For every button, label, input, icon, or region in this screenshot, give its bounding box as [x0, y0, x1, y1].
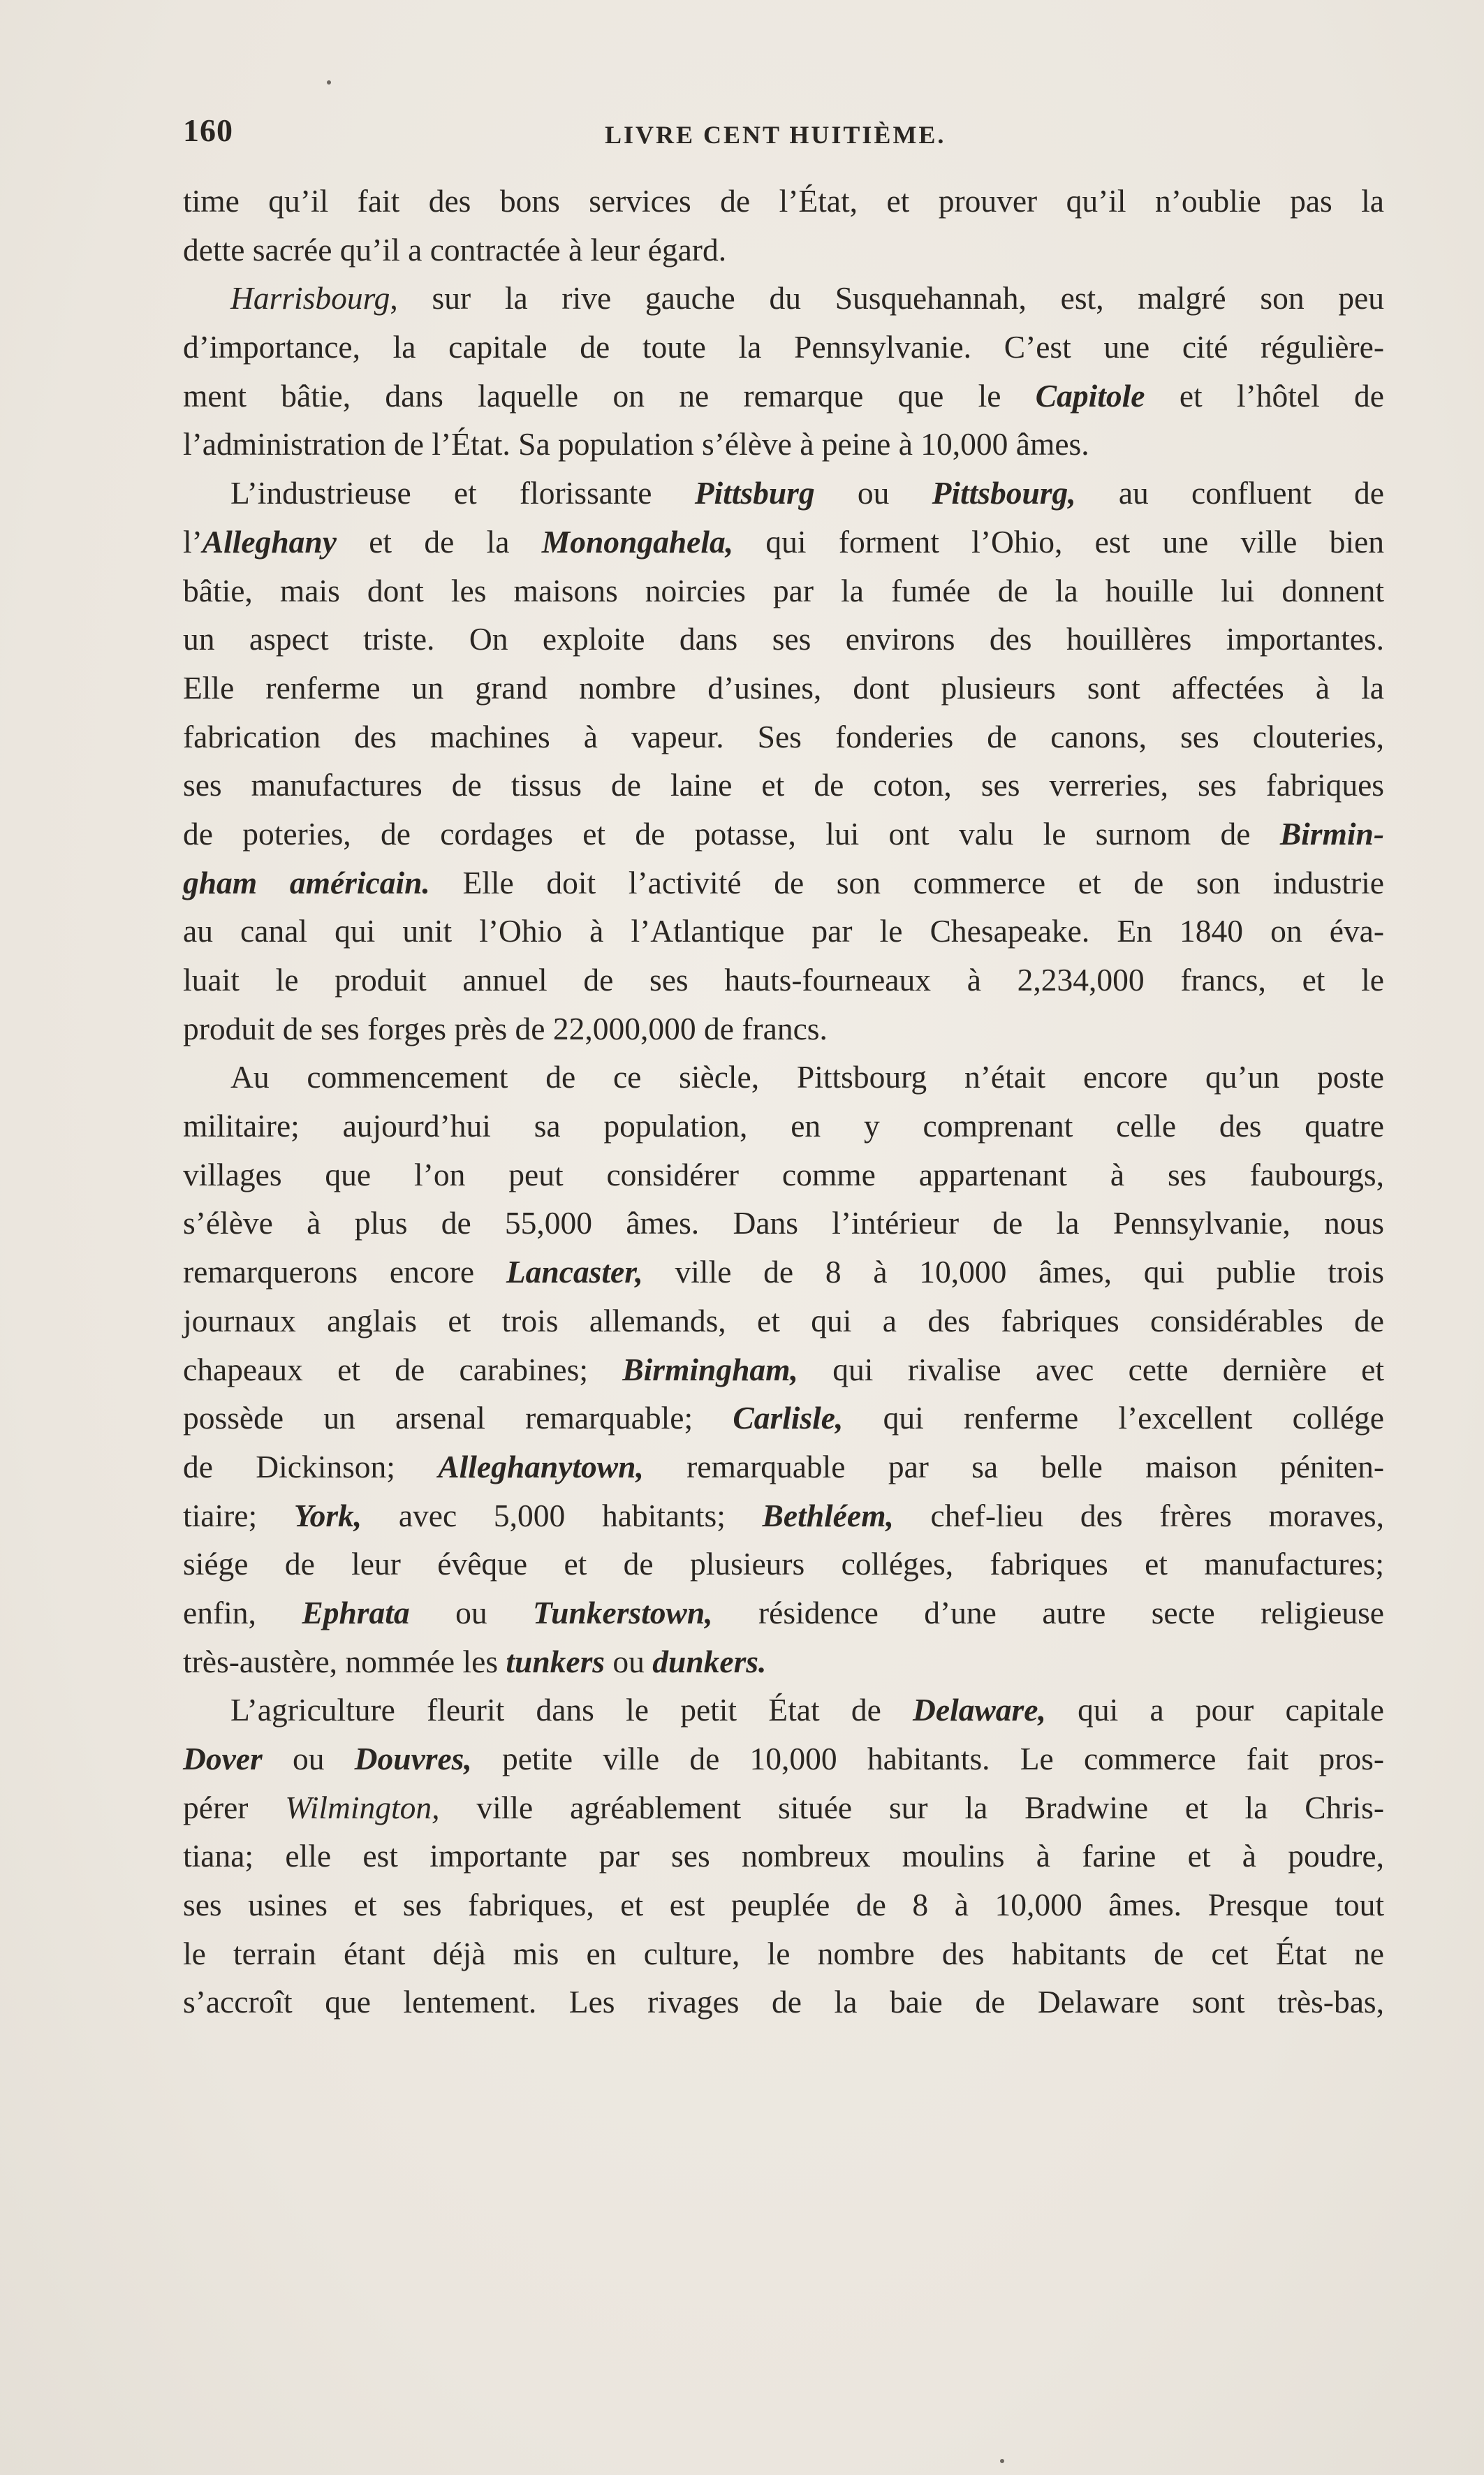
text-line	[183, 713, 1384, 761]
text-segment: journaux anglais et trois allemands, et qui a des fabriques considérables de	[183, 1302, 1384, 1338]
text-line	[183, 1248, 1384, 1297]
italic-term: Alleghany	[202, 523, 337, 560]
text-segment: siége de leur évêque et de plusieurs colléges, fabriques et manufactures;	[183, 1546, 1384, 1582]
text-line	[183, 761, 1384, 810]
text-line	[183, 615, 1384, 664]
text-segment: militaire; aujourd’hui sa population, en y comprenant celle des quatre	[183, 1108, 1384, 1144]
text-line	[183, 1345, 1384, 1394]
text-line	[183, 1151, 1384, 1199]
text-segment: de poteries, de cordages et de potasse, lui ont valu le surnom de	[183, 815, 1280, 852]
text-segment: fabrication des machines à vapeur. Ses fonderies de canons, ses clouteries,	[183, 718, 1384, 754]
text-line	[183, 1881, 1384, 1929]
text-segment: qui a pour capitale	[1045, 1692, 1384, 1728]
text-line	[183, 1832, 1384, 1881]
italic-term: Birmingham,	[622, 1351, 798, 1387]
italic-term: Bethléem,	[762, 1497, 894, 1533]
text-segment: luait le produit annuel de ses hauts-fourneaux à 2,234,000 francs, et le	[183, 962, 1384, 998]
body-text	[183, 177, 1384, 2027]
text-segment: au confluent de	[1075, 475, 1384, 511]
italic-term: Alleghanytown,	[438, 1448, 644, 1484]
text-segment: , sur la rive gauche du Susquehannah, est, malgré son peu	[390, 280, 1384, 316]
text-line	[183, 1443, 1384, 1491]
text-segment: l’	[183, 523, 203, 560]
text-segment: petite ville de 10,000 habitants. Le commerce fait pros-	[471, 1741, 1385, 1776]
italic-term: Ephrata	[302, 1594, 410, 1630]
text-segment: tiaire;	[183, 1497, 294, 1533]
text-line	[183, 420, 1384, 469]
paper-speck	[1000, 2459, 1004, 2463]
text-segment: l’administration de l’État. Sa population s’élève à peine à 10,000 âmes.	[183, 426, 1089, 462]
text-segment: Au commencement de ce siècle, Pittsbourg n’était encore qu’un poste	[230, 1059, 1384, 1095]
text-segment: ou	[409, 1594, 534, 1630]
text-line	[183, 1491, 1384, 1540]
italic-term: Tunkerstown,	[533, 1594, 713, 1630]
text-line	[183, 956, 1384, 1005]
italic-term: Wilmington,	[285, 1789, 440, 1825]
text-line	[183, 323, 1384, 372]
text-segment: time qu’il fait des bons services de l’État, et prouver qu’il n’oublie pas la	[183, 183, 1384, 219]
text-line	[183, 1199, 1384, 1248]
italic-term: Capitole	[1035, 377, 1145, 414]
italic-term: Harrisbourg	[230, 280, 390, 316]
italic-term: Carlisle,	[733, 1400, 844, 1436]
text-segment: résidence d’une autre secte religieuse	[712, 1594, 1384, 1630]
text-segment: qui forment l’Ohio, est une ville bien	[733, 523, 1384, 560]
text-line	[183, 1005, 1384, 1053]
text-segment: ou	[605, 1643, 653, 1679]
text-segment: ses usines et ses fabriques, et est peuplée de 8 à 10,000 âmes. Presque tout	[183, 1887, 1384, 1923]
text-line	[183, 1735, 1384, 1783]
text-segment: s’accroît que lentement. Les rivages de la baie de Delaware sont très-bas,	[183, 1984, 1384, 2020]
text-segment: avec 5,000 habitants;	[362, 1497, 763, 1533]
text-segment: chapeaux et de carabines;	[183, 1351, 623, 1387]
text-segment: ou	[262, 1741, 355, 1776]
italic-term: Birmin-	[1279, 815, 1384, 852]
text-segment: L’agriculture fleurit dans le petit État de	[230, 1692, 913, 1728]
text-segment: ou	[814, 475, 932, 511]
text-segment: de Dickinson;	[183, 1448, 439, 1484]
italic-term: Monongahela,	[541, 523, 734, 560]
text-line	[183, 810, 1384, 859]
text-segment: qui renferme l’excellent collége	[843, 1400, 1384, 1436]
text-segment: ses manufactures de tissus de laine et de coton, ses verreries, ses fabriques	[183, 767, 1384, 803]
text-line	[183, 1540, 1384, 1589]
text-line	[183, 469, 1384, 518]
text-line	[183, 372, 1384, 421]
text-line	[183, 664, 1384, 713]
italic-term: Delaware,	[913, 1692, 1046, 1728]
italic-term: dunkers.	[652, 1643, 767, 1679]
text-line	[183, 907, 1384, 956]
text-line	[183, 518, 1384, 567]
text-segment: produit de ses forges près de 22,000,000 de francs.	[183, 1010, 828, 1046]
text-segment: villages que l’on peut considérer comme appartenant à ses faubourgs,	[183, 1156, 1384, 1192]
text-segment: Elle renferme un grand nombre d’usines, dont plusieurs sont affectées à la	[183, 669, 1384, 706]
text-segment: qui rivalise avec cette dernière et	[798, 1351, 1384, 1387]
text-segment: dette sacrée qu’il a contractée à leur égard.	[183, 231, 727, 268]
text-segment: possède un arsenal remarquable;	[183, 1400, 733, 1436]
text-line	[183, 1394, 1384, 1443]
text-segment: enfin,	[183, 1594, 302, 1630]
text-segment: remarquerons encore	[183, 1254, 506, 1290]
text-line	[183, 177, 1384, 226]
text-line	[183, 567, 1384, 615]
italic-term: Pittsburg	[694, 475, 815, 511]
text-segment: ville agréablement située sur la Bradwine et la Chris-	[439, 1789, 1385, 1825]
page-number: 160	[183, 112, 233, 148]
italic-term: Douvres,	[354, 1741, 472, 1776]
paper-speck	[327, 80, 331, 85]
italic-term: Pittsbourg,	[932, 475, 1076, 511]
text-segment: ville de 8 à 10,000 âmes, qui publie trois	[642, 1254, 1384, 1290]
text-segment: tiana; elle est importante par ses nombreux moulins à farine et à poudre,	[183, 1838, 1384, 1874]
italic-term: Dover	[183, 1741, 263, 1776]
text-line	[183, 1102, 1384, 1151]
italic-term: gham américain.	[183, 864, 430, 900]
page-header	[183, 112, 1384, 154]
text-segment: pérer	[183, 1789, 286, 1825]
text-segment: L’industrieuse et florissante	[230, 475, 695, 511]
text-line	[183, 226, 1384, 275]
italic-term: Lancaster,	[506, 1254, 643, 1290]
text-line	[183, 1783, 1384, 1832]
text-line	[183, 1978, 1384, 2027]
text-line	[183, 1589, 1384, 1637]
text-line	[183, 1297, 1384, 1345]
text-segment: bâtie, mais dont les maisons noircies par la fumée de la houille lui donnent	[183, 572, 1384, 608]
text-line	[183, 1686, 1384, 1735]
text-segment: ment bâtie, dans laquelle on ne remarque que le	[183, 377, 1036, 414]
text-line	[183, 859, 1384, 907]
text-segment: un aspect triste. On exploite dans ses environs des houillères importantes.	[183, 621, 1384, 657]
text-line	[183, 1053, 1384, 1102]
text-line	[183, 1929, 1384, 1978]
running-head: LIVRE CENT HUITIÈME.	[605, 121, 946, 149]
italic-term: York,	[293, 1497, 362, 1533]
text-segment: remarquable par sa belle maison péniten-	[643, 1448, 1384, 1484]
text-segment: chef-lieu des frères moraves,	[893, 1497, 1384, 1533]
text-segment: et de la	[336, 523, 542, 560]
text-segment: très-austère, nommée les	[183, 1643, 506, 1679]
text-segment: Elle doit l’activité de son commerce et de son industrie	[429, 864, 1384, 900]
text-segment: d’importance, la capitale de toute la Pennsylvanie. C’est une cité régulière-	[183, 329, 1384, 365]
text-segment: s’élève à plus de 55,000 âmes. Dans l’intérieur de la Pennsylvanie, nous	[183, 1205, 1384, 1241]
text-segment: au canal qui unit l’Ohio à l’Atlantique par le Chesapeake. En 1840 on éva-	[183, 913, 1384, 949]
text-segment: le terrain étant déjà mis en culture, le nombre des habitants de cet État ne	[183, 1935, 1384, 1971]
text-line	[183, 274, 1384, 323]
text-segment: et l’hôtel de	[1145, 377, 1384, 414]
text-line	[183, 1637, 1384, 1686]
italic-term: tunkers	[506, 1643, 605, 1679]
